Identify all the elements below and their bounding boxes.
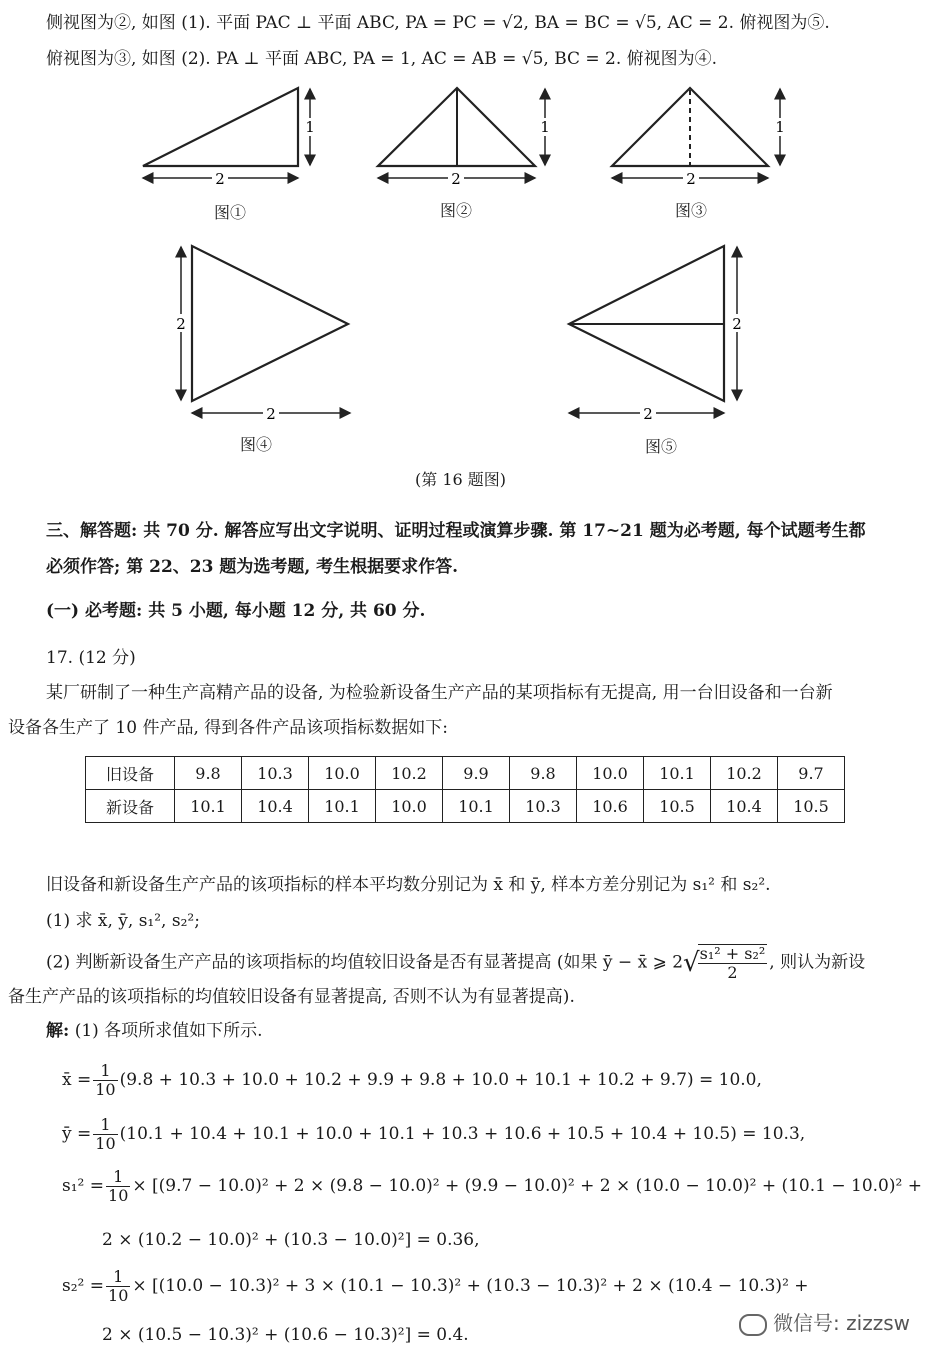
table-cell: 9.8 [175,757,242,790]
xbar-rhs: (9.8 + 10.3 + 10.0 + 10.2 + 9.9 + 9.8 + 10.0 + 10.1 + 10.2 + 9.7) = 10.0, [119,1070,762,1090]
table-cell: 10.5 [644,790,711,823]
table-cell: 9.9 [443,757,510,790]
question-1: (1) 求 x̄, ȳ, s₁², s₂²; [46,911,200,931]
table-row-old [86,757,845,790]
equation-s2: s₂² = $\frac{1}{10}$ × [(10.0 − 10.3)² + 3 × (10.1 − 10.3)² + (10.3 − 10.3)² + 2 × (10.4 − 10.3)² + [62,1267,809,1305]
table-cell: 10.0 [376,790,443,823]
fig1-triangle [143,88,298,166]
watermark [739,1307,910,1336]
problem-stem-line-2: 设备各生产了 10 件产品, 得到各件产品该项指标数据如下: [8,718,448,738]
equation-ybar: ȳ = $\frac{1}{10}$ (10.1 + 10.4 + 10.1 + 10.0 + 10.1 + 10.3 + 10.6 + 10.5 + 10.4 + 10.5) = 10.3, [62,1115,806,1153]
fig5-caption: 图⑤ [645,437,678,456]
wechat-icon [739,1314,767,1336]
table-cell: 10.1 [644,757,711,790]
sqrt-numerator: s₁² + s₂² [699,944,766,963]
equation-s1: s₁² = $\frac{1}{10}$ × [(9.7 − 10.0)² + 2 × (9.8 − 10.0)² + (9.9 − 10.0)² + 2 × (10.0 − 10.0)² + (10.1 − 10.0)² + [62,1167,922,1205]
question-2: (2) 判断新设备生产产品的该项指标的均值较旧设备是否有显著提高 (如果 ȳ − x̄ ⩾ 2√ $\frac{\text{s₁² + s₂²}}{2}$ , 则认为新设 [46,944,866,982]
problem-stem-line-1: 某厂研制了一种生产高精产品的设备, 为检验新设备生产产品的某项指标有无提高, 用一台旧设备和一台新 [46,683,833,703]
after-table-text: 旧设备和新设备生产产品的该项指标的样本平均数分别记为 x̄ 和 ȳ, 样本方差分别记为 s₁² 和 s₂². [46,875,771,895]
section-heading-line-1: 三、解答题: 共 70 分. 解答应写出文字说明、证明过程或演算步骤. 第 17~21 题为必考题, 每个试题考生都 [46,521,866,541]
sqrt-denominator: 2 [727,963,738,982]
fig5-height-label: 2 [732,315,742,333]
figure-caption: (第 16 题图) [415,470,507,489]
figure-4 [174,246,350,423]
solution-intro-text: (1) 各项所求值如下所示. [74,1021,263,1041]
fig2-height-label: 1 [540,118,550,136]
s2-lhs: s₂² = [62,1276,105,1296]
fig3-height-label: 1 [775,118,785,136]
table-cell: 10.4 [711,790,778,823]
figure-1 [143,88,317,188]
section-heading-line-2: 必须作答; 第 22、23 题为选考题, 考生根据要求作答. [46,557,459,577]
solution-label: 解: [46,1021,70,1041]
table-cell: 10.1 [175,790,242,823]
data-table [85,756,845,823]
question-2-part-1: (2) 判断新设备生产产品的该项指标的均值较旧设备是否有显著提高 (如果 ȳ − x̄ ⩾ 2 [46,952,684,973]
table-cell: 10.2 [711,757,778,790]
solution-intro [46,1016,263,1041]
equation-xbar: x̄ = $\frac{1}{10}$ (9.8 + 10.3 + 10.0 + 10.2 + 9.9 + 9.8 + 10.0 + 10.1 + 10.2 + 9.7) = 10.0, [62,1061,762,1099]
row-label: 旧设备 [86,757,175,790]
question-2-line-2: 备生产产品的该项指标的均值较旧设备有显著提高, 否则不认为有显著提高). [8,987,575,1007]
sub-heading: (一) 必考题: 共 5 小题, 每小题 12 分, 共 60 分. [46,601,426,621]
fig2-caption: 图② [440,201,473,220]
fig1-width-label: 2 [215,170,225,188]
three-view-figures [0,80,930,500]
problem-number: 17. (12 分) [46,648,136,668]
ybar-rhs: (10.1 + 10.4 + 10.1 + 10.0 + 10.1 + 10.3 + 10.6 + 10.5 + 10.4 + 10.5) = 10.3, [119,1124,806,1144]
s2-rhs-line-1: × [(10.0 − 10.3)² + 3 × (10.1 − 10.3)² + (10.3 − 10.3)² + 2 × (10.4 − 10.3)² + [132,1276,809,1296]
intro-line-1: 侧视图为②, 如图 (1). 平面 PAC ⊥ 平面 ABC, PA = PC = √2, BA = BC = √5, AC = 2. 俯视图为⑤. [46,13,830,33]
s2-rhs-line-2: 2 × (10.5 − 10.3)² + (10.6 − 10.3)²] = 0.4. [102,1325,469,1345]
figure-3 [612,88,787,188]
table-cell: 10.1 [309,790,376,823]
fig1-height-label: 1 [305,118,315,136]
watermark-text: 微信号: zizzsw [773,1311,910,1335]
fig5-width-label: 2 [643,405,653,423]
s1-rhs-line-1: × [(9.7 − 10.0)² + 2 × (9.8 − 10.0)² + (9.9 − 10.0)² + 2 × (10.0 − 10.0)² + (10.1 − 10.0)² + [132,1176,922,1196]
table-cell: 9.7 [778,757,845,790]
table-cell: 10.0 [577,757,644,790]
xbar-lhs: x̄ = [62,1070,92,1090]
fig4-triangle [192,246,348,401]
question-2-part-2: , 则认为新设 [769,952,866,973]
figure-2 [378,88,552,188]
fig4-caption: 图④ [240,435,273,454]
table-cell: 10.1 [443,790,510,823]
table-cell: 10.0 [309,757,376,790]
figure-5 [569,246,744,423]
s1-lhs: s₁² = [62,1176,105,1196]
row-label: 新设备 [86,790,175,823]
fig3-width-label: 2 [686,170,696,188]
fig1-caption: 图① [214,203,247,222]
table-cell: 10.4 [242,790,309,823]
table-cell: 10.3 [242,757,309,790]
table-cell: 10.6 [577,790,644,823]
fig4-height-label: 2 [176,315,186,333]
table-cell: 9.8 [510,757,577,790]
s1-rhs-line-2: 2 × (10.2 − 10.0)² + (10.3 − 10.0)²] = 0.36, [102,1230,480,1250]
fig2-width-label: 2 [451,170,461,188]
table-cell: 10.2 [376,757,443,790]
table-cell: 10.3 [510,790,577,823]
fig3-caption: 图③ [675,201,708,220]
table-row-new [86,790,845,823]
table-cell: 10.5 [778,790,845,823]
ybar-lhs: ȳ = [62,1124,92,1144]
intro-line-2: 俯视图为③, 如图 (2). PA ⊥ 平面 ABC, PA = 1, AC = AB = √5, BC = 2. 俯视图为④. [46,49,718,69]
fig4-width-label: 2 [266,405,276,423]
